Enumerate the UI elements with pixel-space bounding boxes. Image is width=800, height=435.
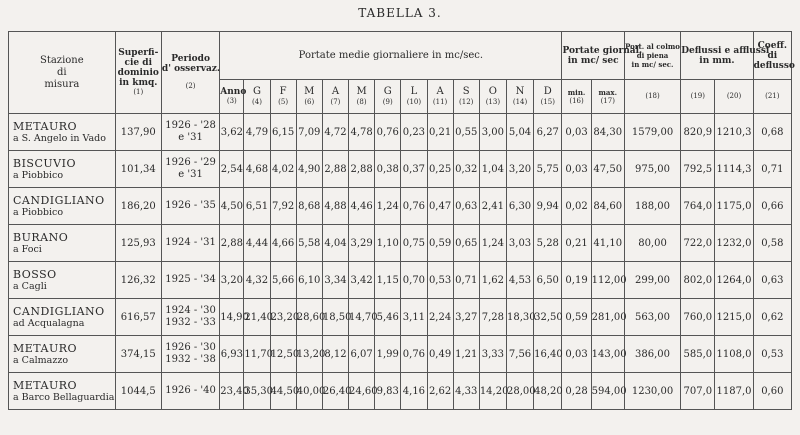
piena-value: 299,00 xyxy=(624,262,680,299)
discharge-value: 6,93 xyxy=(220,336,244,373)
header-portate-max xyxy=(591,80,624,114)
surface-cell: 186,20 xyxy=(115,188,161,225)
station-name: BISCUVIO xyxy=(13,156,76,170)
discharge-value: 6,51 xyxy=(244,188,270,225)
discharge-value: 0,76 xyxy=(375,114,401,151)
discharge-value: 0,38 xyxy=(375,151,401,188)
min-value: 0,19 xyxy=(562,262,591,299)
deflussi-value: 707,0 xyxy=(681,373,715,410)
period-line: e '31 xyxy=(178,132,203,143)
station-cell xyxy=(9,188,116,225)
discharge-value: 7,92 xyxy=(270,188,296,225)
discharge-value: 5,66 xyxy=(270,262,296,299)
discharge-value: 0,25 xyxy=(427,151,453,188)
header-month-number: (14) xyxy=(512,98,528,106)
discharge-value: 6,07 xyxy=(349,336,375,373)
station-location: a S. Angelo in Vado xyxy=(13,132,106,144)
header-station-line: di xyxy=(57,66,67,78)
piena-value: 386,00 xyxy=(624,336,680,373)
header-deflussi-number: (19) xyxy=(681,80,715,114)
period-line: 1924 - '31 xyxy=(165,237,216,248)
discharge-value: 4,53 xyxy=(506,262,533,299)
coeff-value: 0,66 xyxy=(753,188,791,225)
deflussi-value: 802,0 xyxy=(681,262,715,299)
header-month-number: (11) xyxy=(432,98,448,106)
min-value: 0,02 xyxy=(562,188,591,225)
max-value: 84,60 xyxy=(591,188,624,225)
header-month xyxy=(375,80,401,114)
surface-cell: 101,34 xyxy=(115,151,161,188)
header-surface-line: Superfi- xyxy=(118,48,159,58)
piena-value: 188,00 xyxy=(624,188,680,225)
discharge-value: 13,20 xyxy=(296,336,322,373)
discharge-value: 0,76 xyxy=(401,188,427,225)
coeff-value: 0,68 xyxy=(753,114,791,151)
discharge-value: 35,30 xyxy=(244,373,270,410)
header-piena-line: in mc/ sec. xyxy=(631,60,674,69)
station-cell xyxy=(9,225,116,262)
deflussi-value: 585,0 xyxy=(681,336,715,373)
header-deflussi xyxy=(681,32,770,80)
header-period-line: d' osservaz. xyxy=(161,64,221,74)
discharge-value: 0,49 xyxy=(427,336,453,373)
discharge-value: 6,10 xyxy=(296,262,322,299)
discharge-value: 2,54 xyxy=(220,151,244,188)
min-value: 0,21 xyxy=(562,225,591,262)
station-cell xyxy=(9,114,116,151)
discharge-value: 4,90 xyxy=(296,151,322,188)
discharge-value: 4,04 xyxy=(322,225,348,262)
period-line: 1925 - '34 xyxy=(165,274,216,285)
discharge-value: 3,62 xyxy=(220,114,244,151)
discharge-value: 6,30 xyxy=(506,188,533,225)
header-coeff-number: (21) xyxy=(753,80,791,114)
header-month xyxy=(506,80,533,114)
station-location: a Barco Bellaguardia xyxy=(13,391,115,403)
header-surface-line: cie di xyxy=(124,58,153,68)
header-month-number: (7) xyxy=(330,98,341,106)
discharge-value: 8,68 xyxy=(296,188,322,225)
discharge-value: 4,46 xyxy=(349,188,375,225)
afflussi-value: 1108,0 xyxy=(715,336,753,373)
discharge-value: 6,27 xyxy=(534,114,562,151)
max-value: 112,00 xyxy=(591,262,624,299)
header-station-line: Stazione xyxy=(39,54,84,66)
period-line: e '31 xyxy=(178,169,203,180)
table-row xyxy=(9,225,792,262)
discharge-value: 4,78 xyxy=(349,114,375,151)
discharge-value: 24,60 xyxy=(349,373,375,410)
discharge-value: 28,00 xyxy=(506,373,533,410)
surface-cell: 616,57 xyxy=(115,299,161,336)
discharge-value: 4,79 xyxy=(244,114,270,151)
station-location: a Piobbico xyxy=(13,169,64,181)
discharge-value: 3,20 xyxy=(506,151,533,188)
discharge-value: 4,16 xyxy=(401,373,427,410)
period-line: 1926 - '40 xyxy=(165,385,216,396)
header-portate-max-label: max. xyxy=(598,87,618,97)
deflussi-value: 792,5 xyxy=(681,151,715,188)
header-month xyxy=(534,80,562,114)
header-month-label: O xyxy=(488,86,497,97)
discharge-value: 2,24 xyxy=(427,299,453,336)
period-line: 1926 - '29 xyxy=(165,157,216,168)
header-portate-min xyxy=(562,80,591,114)
table-body xyxy=(9,114,792,410)
station-name: BOSSO xyxy=(13,267,57,281)
header-month-label: M xyxy=(356,86,367,97)
header-piena-line: Port. al colmo xyxy=(625,42,680,51)
station-location: a Piobbico xyxy=(13,206,64,218)
header-month xyxy=(349,80,375,114)
discharge-value: 0,76 xyxy=(401,336,427,373)
header-station xyxy=(9,32,116,114)
table-row xyxy=(9,336,792,373)
period-line: 1926 - '35 xyxy=(165,200,216,211)
discharge-value: 2,88 xyxy=(322,151,348,188)
discharge-value: 5,46 xyxy=(375,299,401,336)
discharge-value: 0,32 xyxy=(453,151,479,188)
coeff-value: 0,58 xyxy=(753,225,791,262)
discharge-value: 9,83 xyxy=(375,373,401,410)
station-name: METAURO xyxy=(13,119,78,133)
station-cell xyxy=(9,373,116,410)
station-cell xyxy=(9,262,116,299)
period-cell xyxy=(161,151,219,188)
deflussi-value: 820,9 xyxy=(681,114,715,151)
header-month-label: N xyxy=(515,86,525,97)
table-row xyxy=(9,299,792,336)
header-month-number: (15) xyxy=(540,98,555,106)
header-month-label: F xyxy=(279,86,287,97)
station-name: BURANO xyxy=(13,230,69,244)
discharge-value: 0,21 xyxy=(427,114,453,151)
period-cell xyxy=(161,336,219,373)
header-piena-line: di piena xyxy=(636,51,669,60)
header-portate-line: in mc/ sec xyxy=(567,55,619,66)
header-portate xyxy=(562,32,643,80)
discharge-value: 3,27 xyxy=(453,299,479,336)
deflussi-value: 760,0 xyxy=(681,299,715,336)
discharge-value: 5,04 xyxy=(506,114,533,151)
station-cell xyxy=(9,151,116,188)
max-value: 143,00 xyxy=(591,336,624,373)
header-month xyxy=(244,80,270,114)
header-month-label: A xyxy=(436,86,444,97)
header-portate-line: Portate giornal. xyxy=(562,45,643,56)
station-location: a Calmazzo xyxy=(13,354,69,366)
header-deflussi-line: Deflussi e afflussi xyxy=(681,45,770,56)
deflussi-value: 764,0 xyxy=(681,188,715,225)
discharge-value: 5,28 xyxy=(534,225,562,262)
station-cell xyxy=(9,299,116,336)
discharge-value: 1,24 xyxy=(375,188,401,225)
afflussi-value: 1114,3 xyxy=(715,151,753,188)
period-line: 1926 - '28 xyxy=(165,120,216,131)
header-surface-line: dominio xyxy=(117,68,159,78)
discharge-value: 3,00 xyxy=(479,114,506,151)
header-afflussi-number: (20) xyxy=(715,80,753,114)
header-month-label: S xyxy=(462,86,470,97)
discharge-value: 0,75 xyxy=(401,225,427,262)
coeff-value: 0,71 xyxy=(753,151,791,188)
discharge-value: 1,24 xyxy=(479,225,506,262)
header-surface-number: (1) xyxy=(133,88,144,96)
header-month-label: G xyxy=(252,86,261,97)
discharge-value: 0,23 xyxy=(401,114,427,151)
period-cell xyxy=(161,114,219,151)
discharge-value: 23,20 xyxy=(270,299,296,336)
discharge-value: 7,56 xyxy=(506,336,533,373)
deflussi-value: 722,0 xyxy=(681,225,715,262)
header-month-label: G xyxy=(383,86,392,97)
discharge-value: 14,20 xyxy=(479,373,506,410)
discharge-value: 3,20 xyxy=(220,262,244,299)
discharge-value: 40,00 xyxy=(296,373,322,410)
afflussi-value: 1264,0 xyxy=(715,262,753,299)
afflussi-value: 1232,0 xyxy=(715,225,753,262)
header-period xyxy=(161,32,219,114)
discharge-value: 16,40 xyxy=(534,336,562,373)
discharge-value: 14,90 xyxy=(220,299,244,336)
period-cell xyxy=(161,188,219,225)
surface-cell: 126,32 xyxy=(115,262,161,299)
max-value: 594,00 xyxy=(591,373,624,410)
surface-cell: 125,93 xyxy=(115,225,161,262)
discharge-value: 3,42 xyxy=(349,262,375,299)
piena-value: 80,00 xyxy=(624,225,680,262)
header-piena xyxy=(624,32,680,80)
header-station-line: misura xyxy=(44,78,80,90)
discharge-value: 4,44 xyxy=(244,225,270,262)
min-value: 0,03 xyxy=(562,114,591,151)
min-value: 0,59 xyxy=(562,299,591,336)
discharge-value: 4,72 xyxy=(322,114,348,151)
discharge-value: 1,10 xyxy=(375,225,401,262)
header-month xyxy=(296,80,322,114)
period-line: 1932 - '33 xyxy=(165,317,216,328)
discharge-value: 4,88 xyxy=(322,188,348,225)
discharge-value: 0,37 xyxy=(401,151,427,188)
period-cell xyxy=(161,373,219,410)
max-value: 41,10 xyxy=(591,225,624,262)
discharge-value: 3,03 xyxy=(506,225,533,262)
discharge-value: 0,47 xyxy=(427,188,453,225)
afflussi-value: 1215,0 xyxy=(715,299,753,336)
afflussi-value: 1187,0 xyxy=(715,373,753,410)
header-coeff xyxy=(753,32,795,80)
surface-cell: 1044,5 xyxy=(115,373,161,410)
header-row-top xyxy=(9,32,792,62)
header-period-number: (2) xyxy=(185,82,196,90)
discharge-value: 23,40 xyxy=(220,373,244,410)
table-row xyxy=(9,151,792,188)
discharge-value: 4,66 xyxy=(270,225,296,262)
discharge-value: 6,15 xyxy=(270,114,296,151)
header-portate-min-number: (16) xyxy=(569,96,584,105)
header-daily-group: Portate medie giornaliere in mc/sec. xyxy=(220,32,562,80)
table-row xyxy=(9,114,792,151)
min-value: 0,03 xyxy=(562,336,591,373)
header-month xyxy=(401,80,427,114)
discharge-value: 1,15 xyxy=(375,262,401,299)
header-month-number: (9) xyxy=(382,98,393,106)
coeff-value: 0,62 xyxy=(753,299,791,336)
header-coeff-line: di xyxy=(767,50,778,61)
header-month-label: Anno xyxy=(220,87,247,97)
table-row xyxy=(9,373,792,410)
header-coeff-line: deflusso xyxy=(753,60,795,71)
afflussi-value: 1175,0 xyxy=(715,188,753,225)
header-month-number: (3) xyxy=(226,97,237,105)
discharge-value: 32,50 xyxy=(534,299,562,336)
discharge-value: 6,50 xyxy=(534,262,562,299)
table-title: TABELLA 3. xyxy=(358,6,442,20)
piena-value: 563,00 xyxy=(624,299,680,336)
discharge-value: 18,50 xyxy=(322,299,348,336)
coeff-value: 0,60 xyxy=(753,373,791,410)
discharge-value: 2,41 xyxy=(479,188,506,225)
header-month-number: (6) xyxy=(304,98,315,106)
header-month xyxy=(220,80,247,114)
discharge-value: 26,40 xyxy=(322,373,348,410)
station-location: ad Acqualagna xyxy=(13,317,85,329)
discharge-value: 7,28 xyxy=(479,299,506,336)
discharge-value: 8,12 xyxy=(322,336,348,373)
header-month-number: (8) xyxy=(356,98,367,106)
discharge-value: 14,70 xyxy=(349,299,375,336)
surface-cell: 374,15 xyxy=(115,336,161,373)
table-header xyxy=(9,32,795,114)
max-value: 84,30 xyxy=(591,114,624,151)
discharge-value: 0,55 xyxy=(453,114,479,151)
discharge-value: 0,71 xyxy=(453,262,479,299)
discharge-value: 3,34 xyxy=(322,262,348,299)
discharge-value: 0,59 xyxy=(427,225,453,262)
afflussi-value: 1210,3 xyxy=(715,114,753,151)
discharge-value: 9,94 xyxy=(534,188,562,225)
header-month-label: A xyxy=(331,86,340,97)
discharge-value: 0,70 xyxy=(401,262,427,299)
header-month-label: D xyxy=(543,86,552,97)
header-month xyxy=(270,80,296,114)
discharge-table xyxy=(8,31,795,410)
surface-cell: 137,90 xyxy=(115,114,161,151)
header-month-number: (4) xyxy=(252,98,262,106)
period-cell xyxy=(161,225,219,262)
header-month xyxy=(427,80,453,114)
station-location: a Foci xyxy=(13,243,42,255)
period-line: 1924 - '30 xyxy=(165,305,216,316)
discharge-value: 4,33 xyxy=(453,373,479,410)
discharge-value: 2,88 xyxy=(349,151,375,188)
coeff-value: 0,63 xyxy=(753,262,791,299)
station-name: METAURO xyxy=(13,341,78,355)
max-value: 281,00 xyxy=(591,299,624,336)
header-portate-min-label: min. xyxy=(567,87,586,97)
table-row xyxy=(9,188,792,225)
max-value: 47,50 xyxy=(591,151,624,188)
min-value: 0,03 xyxy=(562,151,591,188)
piena-value: 1579,00 xyxy=(624,114,680,151)
header-coeff-line: Coeff. xyxy=(757,40,788,51)
discharge-value: 3,29 xyxy=(349,225,375,262)
discharge-value: 4,32 xyxy=(244,262,270,299)
discharge-value: 3,11 xyxy=(401,299,427,336)
header-month-number: (5) xyxy=(278,98,289,106)
header-month-number: (10) xyxy=(406,98,422,106)
header-period-line: Periodo xyxy=(171,54,210,64)
station-name: CANDIGLIANO xyxy=(13,193,105,207)
station-name: CANDIGLIANO xyxy=(13,304,105,318)
discharge-value: 4,50 xyxy=(220,188,244,225)
discharge-value: 0,53 xyxy=(427,262,453,299)
period-line: 1932 - '38 xyxy=(165,354,216,365)
discharge-value: 28,60 xyxy=(296,299,322,336)
header-portate-max-number: (17) xyxy=(600,96,615,105)
header-surface-line: in kmq. xyxy=(119,78,158,88)
piena-value: 1230,00 xyxy=(624,373,680,410)
piena-value: 975,00 xyxy=(624,151,680,188)
discharge-value: 4,68 xyxy=(244,151,270,188)
discharge-value: 11,70 xyxy=(244,336,270,373)
header-month-label: L xyxy=(410,86,418,97)
discharge-value: 44,50 xyxy=(270,373,296,410)
discharge-value: 3,33 xyxy=(479,336,506,373)
header-month xyxy=(479,80,506,114)
header-deflussi-line: in mm. xyxy=(699,55,735,66)
header-month xyxy=(453,80,479,114)
header-month xyxy=(322,80,348,114)
min-value: 0,28 xyxy=(562,373,591,410)
discharge-value: 7,09 xyxy=(296,114,322,151)
period-line: 1926 - '30 xyxy=(165,342,216,353)
header-month-number: (12) xyxy=(459,98,474,106)
station-cell xyxy=(9,336,116,373)
discharge-value: 18,30 xyxy=(506,299,533,336)
station-name: METAURO xyxy=(13,378,78,392)
coeff-value: 0,53 xyxy=(753,336,791,373)
period-cell xyxy=(161,299,219,336)
discharge-value: 1,99 xyxy=(375,336,401,373)
discharge-value: 21,40 xyxy=(244,299,270,336)
header-piena-number: (18) xyxy=(624,80,680,114)
discharge-value: 4,02 xyxy=(270,151,296,188)
discharge-value: 48,20 xyxy=(534,373,562,410)
discharge-value: 1,04 xyxy=(479,151,506,188)
discharge-value: 0,65 xyxy=(453,225,479,262)
discharge-value: 5,75 xyxy=(534,151,562,188)
discharge-value: 0,63 xyxy=(453,188,479,225)
discharge-value: 1,62 xyxy=(479,262,506,299)
discharge-value: 2,62 xyxy=(427,373,453,410)
period-cell xyxy=(161,262,219,299)
station-location: a Cagli xyxy=(13,280,47,292)
header-month-number: (13) xyxy=(485,98,501,106)
header-surface xyxy=(115,32,161,114)
discharge-value: 12,50 xyxy=(270,336,296,373)
header-month-label: M xyxy=(304,86,315,97)
discharge-value: 1,21 xyxy=(453,336,479,373)
discharge-value: 2,88 xyxy=(220,225,244,262)
discharge-value: 5,58 xyxy=(296,225,322,262)
table-row xyxy=(9,262,792,299)
